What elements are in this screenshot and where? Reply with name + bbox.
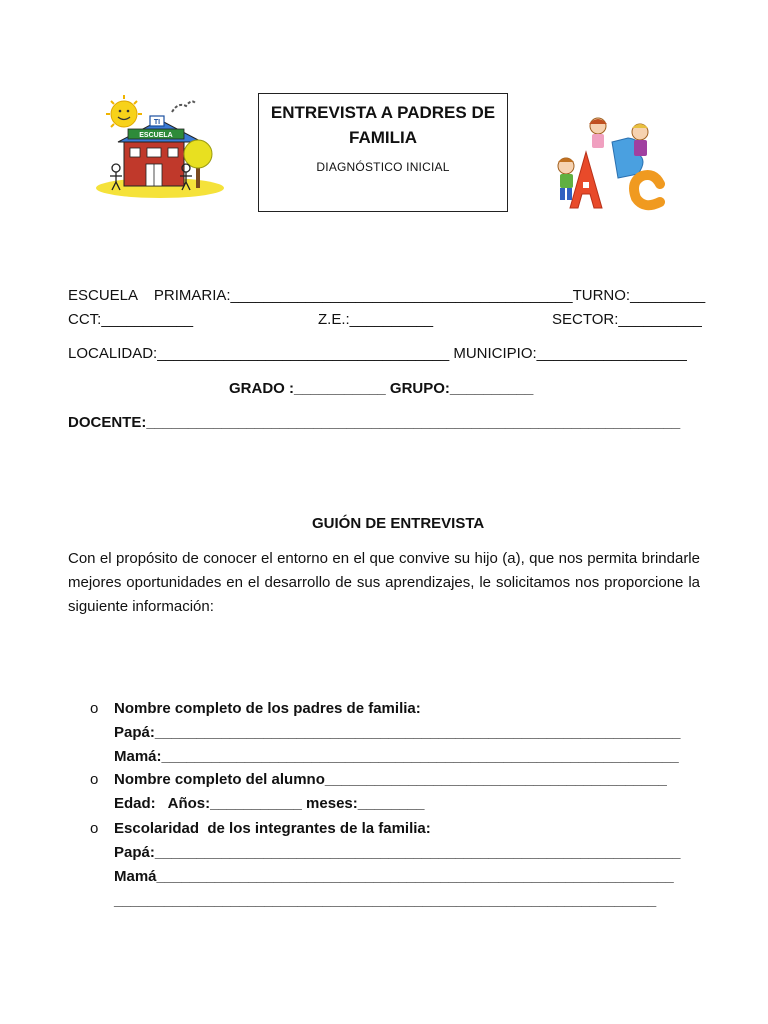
escuela-field[interactable]: ESCUELA PRIMARIA:_________________________________________TURNO:_________ [68,287,706,304]
bullet-icon: o [90,820,99,837]
papa-name-field[interactable]: Papá:_______________________________________________________________ [114,724,681,741]
bullet-icon: o [90,771,99,788]
item-escolaridad-label: Escolaridad de los integrantes de la familia: [114,820,431,837]
extra-escolaridad-field[interactable]: _________________________________________________________________ [114,892,657,909]
grado-grupo-field[interactable]: GRADO :___________ GRUPO:__________ [229,380,534,397]
papa-escolaridad-field[interactable]: Papá:_______________________________________________________________ [114,844,681,861]
svg-text:TI: TI [153,119,161,126]
item-padres-label: Nombre completo de los padres de familia: [114,700,421,717]
sun-icon [111,101,137,127]
bullet-icon: o [90,700,99,717]
alumno-name-field[interactable]: Nombre completo del alumno_________________________________________ [114,771,667,788]
localidad-municipio-field[interactable]: LOCALIDAD:___________________________________ MUNICIPIO:__________________ [68,345,687,362]
mama-escolaridad-field[interactable]: Mamá______________________________________________________________ [114,868,674,885]
mama-name-field[interactable]: Mamá:______________________________________________________________ [114,748,679,765]
document-subtitle: DIAGNÓSTICO INICIAL [316,160,450,174]
cct-field[interactable]: CCT:___________ [68,311,194,328]
intro-paragraph: Con el propósito de conocer el entorno en el que convive su hijo (a), que nos permita brindarle mejores oportunidades en el desarrollo de sus aprendizajes, le solicitamos nos proporcione la siguiente información: [68,550,700,615]
edad-field[interactable]: Edad: Años:___________ meses:________ [114,795,425,812]
abc-kids-clipart [552,112,668,212]
school-sign-text: ESCUELA [139,132,173,139]
title-box [258,93,508,212]
sector-field[interactable]: SECTOR:__________ [552,311,702,328]
document-title-line2: FAMILIA [349,128,417,147]
school-clipart-logo [92,92,228,204]
ze-field[interactable]: Z.E.:__________ [318,311,434,328]
section-title: GUIÓN DE ENTREVISTA [312,515,485,532]
docente-field[interactable]: DOCENTE:________________________________________________________________ [68,414,681,431]
document-title-line1: ENTREVISTA A PADRES DE [270,103,496,122]
